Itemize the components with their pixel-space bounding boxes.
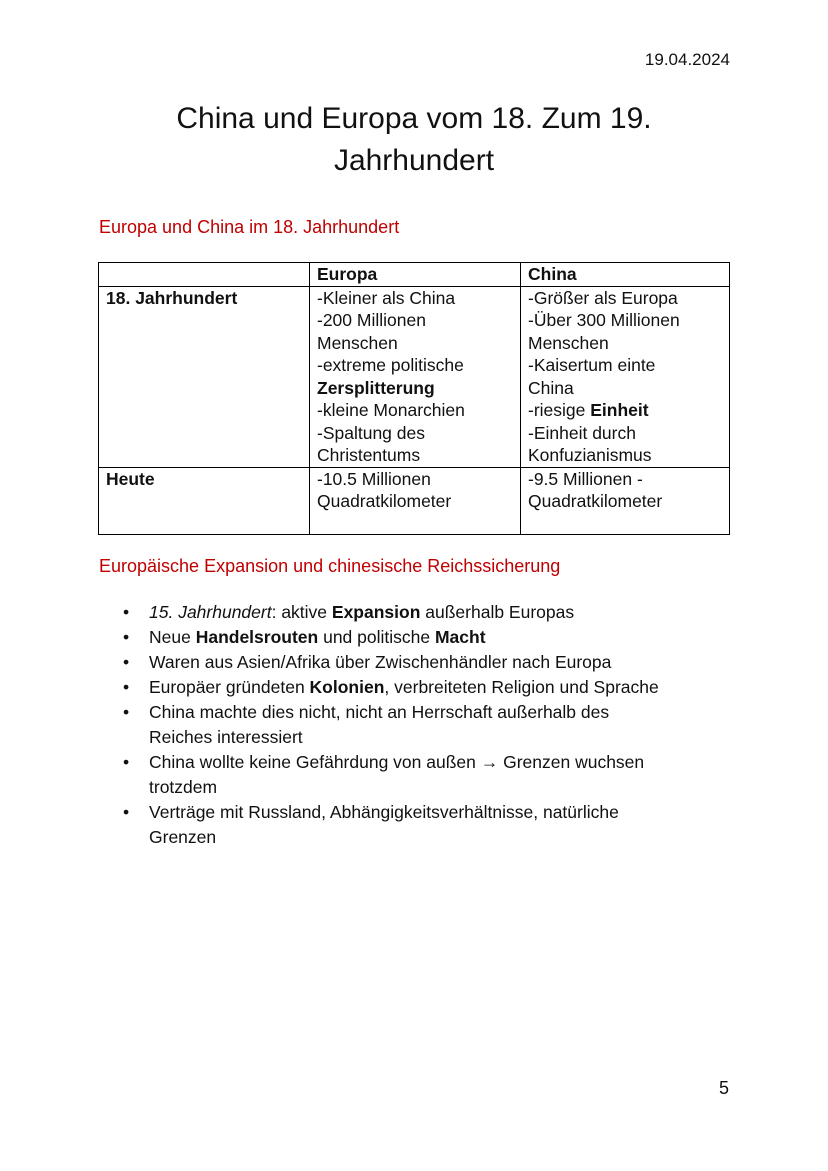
bullet-icon: • [123,677,130,697]
page-number: 5 [718,1078,729,1098]
row-label-heute: Heute [99,467,310,534]
cell-line: China [528,377,574,398]
cell-line: -Größer als Europa [528,287,678,308]
cell-text-bold: Einheit [590,400,649,420]
list-text: außerhalb Europas [420,602,575,622]
bullet-icon: • [123,702,130,722]
table-row [99,467,730,534]
section-heading-expansion: Europäische Expansion und chinesische Reichssicherung [99,556,561,576]
list-text: Neue [149,627,196,647]
cell-europa-heute [310,467,521,534]
list-text: : aktive [271,602,332,622]
list-text: Reiches interessiert [149,727,303,747]
list-text: , verbreiteten Religion und Sprache [384,677,659,697]
comparison-table [98,262,730,535]
list-item [123,650,743,675]
page-title-line-1: China und Europa vom 18. Zum 19. [176,102,652,135]
cell-line: -Kleiner als China [317,287,456,308]
list-text: trotzdem [149,777,218,797]
table-row [99,286,730,467]
cell-line [528,399,722,422]
list-text-bold: Handelsrouten [195,627,319,647]
cell-europa-18 [310,286,521,467]
cell-line: -9.5 Millionen - [528,468,643,489]
cell-line: Christentums [317,445,421,465]
bullet-icon: • [123,802,130,822]
list-item [123,750,743,800]
bullet-icon: • [123,602,130,622]
list-item [123,675,743,700]
cell-line: -200 Millionen [317,310,426,330]
table-header-europa: Europa [310,263,521,287]
list-text: Grenzen [149,827,217,847]
cell-line: -kleine Monarchien [317,400,465,420]
cell-line: -Kaisertum einte [528,355,656,375]
cell-china-18 [521,286,730,467]
list-text: Waren aus Asien/Afrika über Zwischenhändler nach Europa [149,652,612,672]
cell-line: -Einheit durch [528,422,636,443]
table-header-row [99,263,730,287]
list-text-italic: 15. Jahrhundert [149,602,272,622]
list-text: und politische [318,627,435,647]
cell-china-heute [521,467,730,534]
list-item [123,600,743,625]
page-title [0,98,828,182]
table-header-empty [99,263,310,287]
document-date: 19.04.2024 [644,50,730,69]
cell-line: Menschen [528,332,609,353]
bullet-list [123,600,743,850]
list-text: China machte dies nicht, nicht an Herrschaft außerhalb des [149,702,610,722]
bullet-icon: • [123,627,130,647]
cell-line: Konfuzianismus [528,445,652,465]
cell-line-bold: Zersplitterung [317,377,435,398]
list-text: Europäer gründeten [149,677,310,697]
page-title-line-2: Jahrhundert [333,144,495,177]
table-header-china: China [521,263,730,287]
cell-line: -10.5 Millionen [317,468,431,489]
cell-line: -Spaltung des [317,422,425,443]
bullet-icon: • [123,752,130,772]
bullet-icon: • [123,652,130,672]
list-item [123,800,743,850]
cell-line: Menschen [317,332,398,353]
cell-line: -Über 300 Millionen [528,310,680,330]
list-text-bold: Macht [434,627,486,647]
cell-line: Quadratkilometer [528,491,663,511]
cell-line: -extreme politische [317,355,464,375]
list-text: China wollte keine Gefährdung von außen → Grenzen wuchsen [149,752,645,772]
list-item [123,625,743,650]
list-text: Verträge mit Russland, Abhängigkeitsverhältnisse, natürliche [149,802,619,822]
row-label-18-jahrhundert: 18. Jahrhundert [99,286,310,467]
cell-text: -riesige [528,400,591,420]
list-text-bold: Kolonien [309,677,385,697]
cell-line: Quadratkilometer [317,491,452,511]
list-text-bold: Expansion [331,602,421,622]
list-item [123,700,743,750]
section-heading-europa-china: Europa und China im 18. Jahrhundert [99,217,400,237]
